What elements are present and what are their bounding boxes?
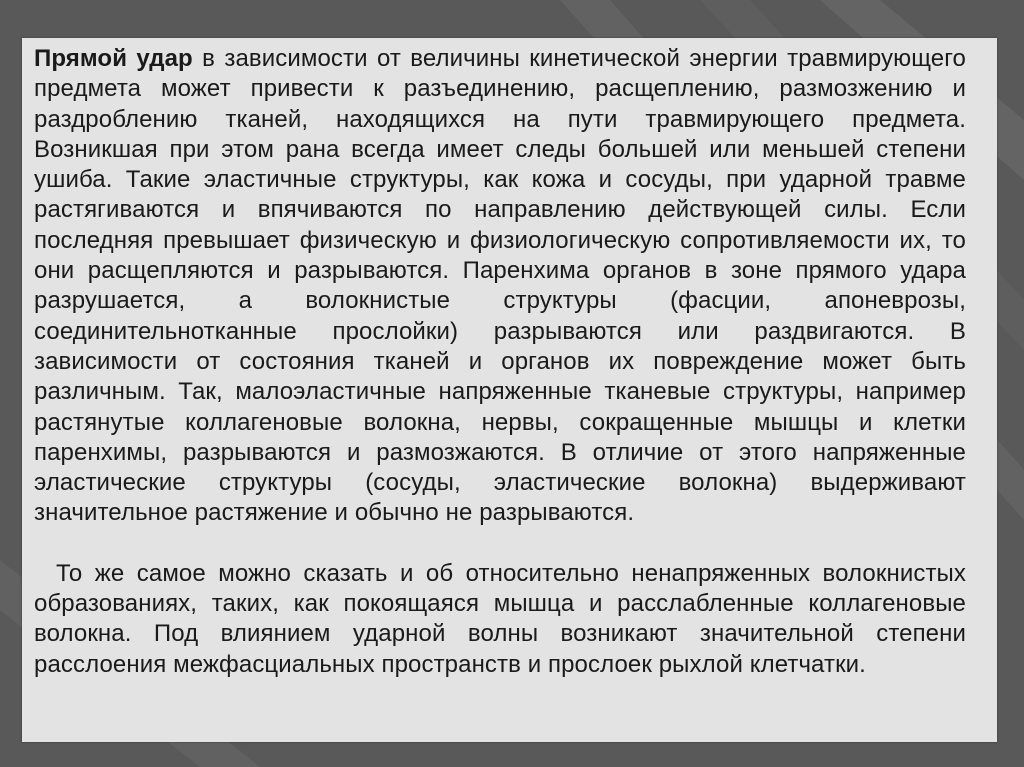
lead-term: Прямой удар xyxy=(34,45,193,72)
paragraph-text: То же самое можно сказать и об относительно ненапряженных волокнистых образованиях, таких, как покоящаяся мышца и расслабленные коллагеновые волокна. Под влиянием ударной волны возникают значительной степени расслоения межфасциальных пространств и прослоек рыхлой клетчатки. xyxy=(34,559,966,678)
paragraph-non-tense-structures xyxy=(34,559,966,680)
body-text xyxy=(34,44,966,680)
content-panel xyxy=(22,38,997,742)
paragraph-text: в зависимости от величины кинетической энергии травмирующего предмета может привести к разъединению, расщеплению, размозжению и раздроблению тканей, находящихся на пути травмирующего предмета. Возникшая при этом рана всегда имеет следы большей или меньшей степени ушиба. Такие эластичные структуры, как кожа и сосуды, при ударной травме растягиваются и впячиваются по направлению действующей силы. Если последняя превышает физическую и физиологическую сопротивляемости их, то они расщепляются и разрываются. Паренхима органов в зоне прямого удара разрушается, а волокнистые структуры (фасции, апоневрозы, соединительнотканные прослойки) разрываются или раздвигаются. В зависимости от состояния тканей и органов их повреждение может быть различным. Так, малоэластичные напряженные тканевые структуры, например растянутые коллагеновые волокна, нервы, сокращенные мышцы и клетки паренхимы, разрываются и размозжаются. В отличие от этого напряженные эластические структуры (сосуды, эластические волокна) выдерживают значительное растяжение и обычно не разрываются. xyxy=(34,45,966,527)
paragraph-direct-impact xyxy=(34,44,966,529)
